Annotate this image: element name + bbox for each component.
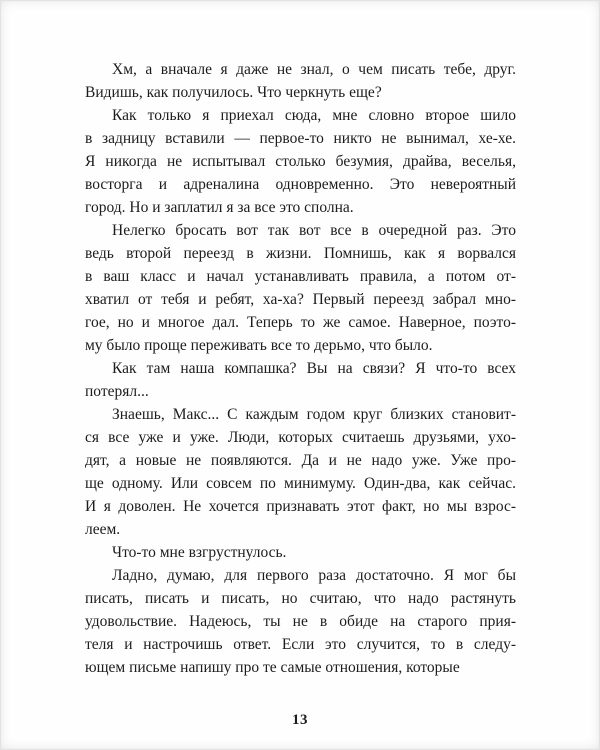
text-line: дят, а новые не появляются. Да и не надо уже. Уже про-: [85, 452, 516, 469]
text-line: восторга и адреналина одновременно. Это невероятный: [85, 176, 516, 193]
text-line: в задницу вставили — первое-то никто не вынимал, хе-хе.: [85, 130, 516, 147]
text-line: Как только я приехал сюда, мне словно второе шило: [112, 107, 516, 124]
paragraph: [85, 541, 516, 564]
text-line: потерял...: [85, 383, 149, 400]
text-line: ведь второй переезд в жизни. Помнишь, как я ворвался: [85, 245, 516, 262]
paragraph: [85, 58, 516, 104]
text-line: теля и настрочишь ответ. Если это случится, то в следу-: [85, 636, 516, 653]
text-line: Я никогда не испытывал столько безумия, драйва, веселья,: [85, 153, 516, 170]
text-line: удовольствие. Надеюсь, ты не в обиде на старого прия-: [85, 613, 516, 630]
text-line: ще одному. Или совсем по минимуму. Один-два, как сейчас.: [85, 475, 516, 492]
text-line: леем.: [85, 521, 121, 538]
text-line: Знаешь, Макс... С каждым годом круг близких становит-: [112, 406, 516, 423]
paragraph: [85, 104, 516, 219]
paragraph: [85, 219, 516, 357]
paragraph: [85, 403, 516, 541]
text-line: ся все уже и уже. Люди, которых считаешь друзьями, ухо-: [85, 429, 516, 446]
text-line: Что-то мне взгрустнулось.: [112, 544, 287, 561]
text-line: И я доволен. Не хочется признавать этот факт, но мы взрос-: [85, 498, 516, 515]
page-text: [85, 58, 516, 679]
paragraph: [85, 357, 516, 403]
text-line: Нелегко бросать вот так вот все в очередной раз. Это: [112, 222, 516, 239]
text-line: Как там наша компашка? Вы на связи? Я что-то всех: [112, 360, 516, 377]
text-line: му было проще переживать все то дерьмо, что было.: [85, 337, 433, 354]
text-line: Хм, а вначале я даже не знал, о чем писать тебе, друг.: [112, 61, 516, 78]
text-line: ющем письме напишу про те самые отношения, которые: [85, 659, 460, 676]
text-line: гое, но и многое дал. Теперь то же самое. Наверное, поэто-: [85, 314, 516, 331]
text-line: писать, писать и писать, но считаю, что надо растянуть: [85, 590, 516, 607]
text-line: в ваш класс и начал устанавливать правила, а потом от-: [85, 268, 516, 285]
text-line: Видишь, как получилось. Что черкнуть еще?: [85, 84, 382, 101]
text-line: Ладно, думаю, для первого раза достаточно. Я мог бы: [112, 567, 516, 584]
paragraph: [85, 564, 516, 679]
text-line: хватил от тебя и ребят, ха-ха? Первый переезд забрал мно-: [85, 291, 516, 308]
text-line: город. Но и заплатил я за все это сполна.: [85, 199, 354, 216]
page-number: 13: [292, 712, 308, 728]
